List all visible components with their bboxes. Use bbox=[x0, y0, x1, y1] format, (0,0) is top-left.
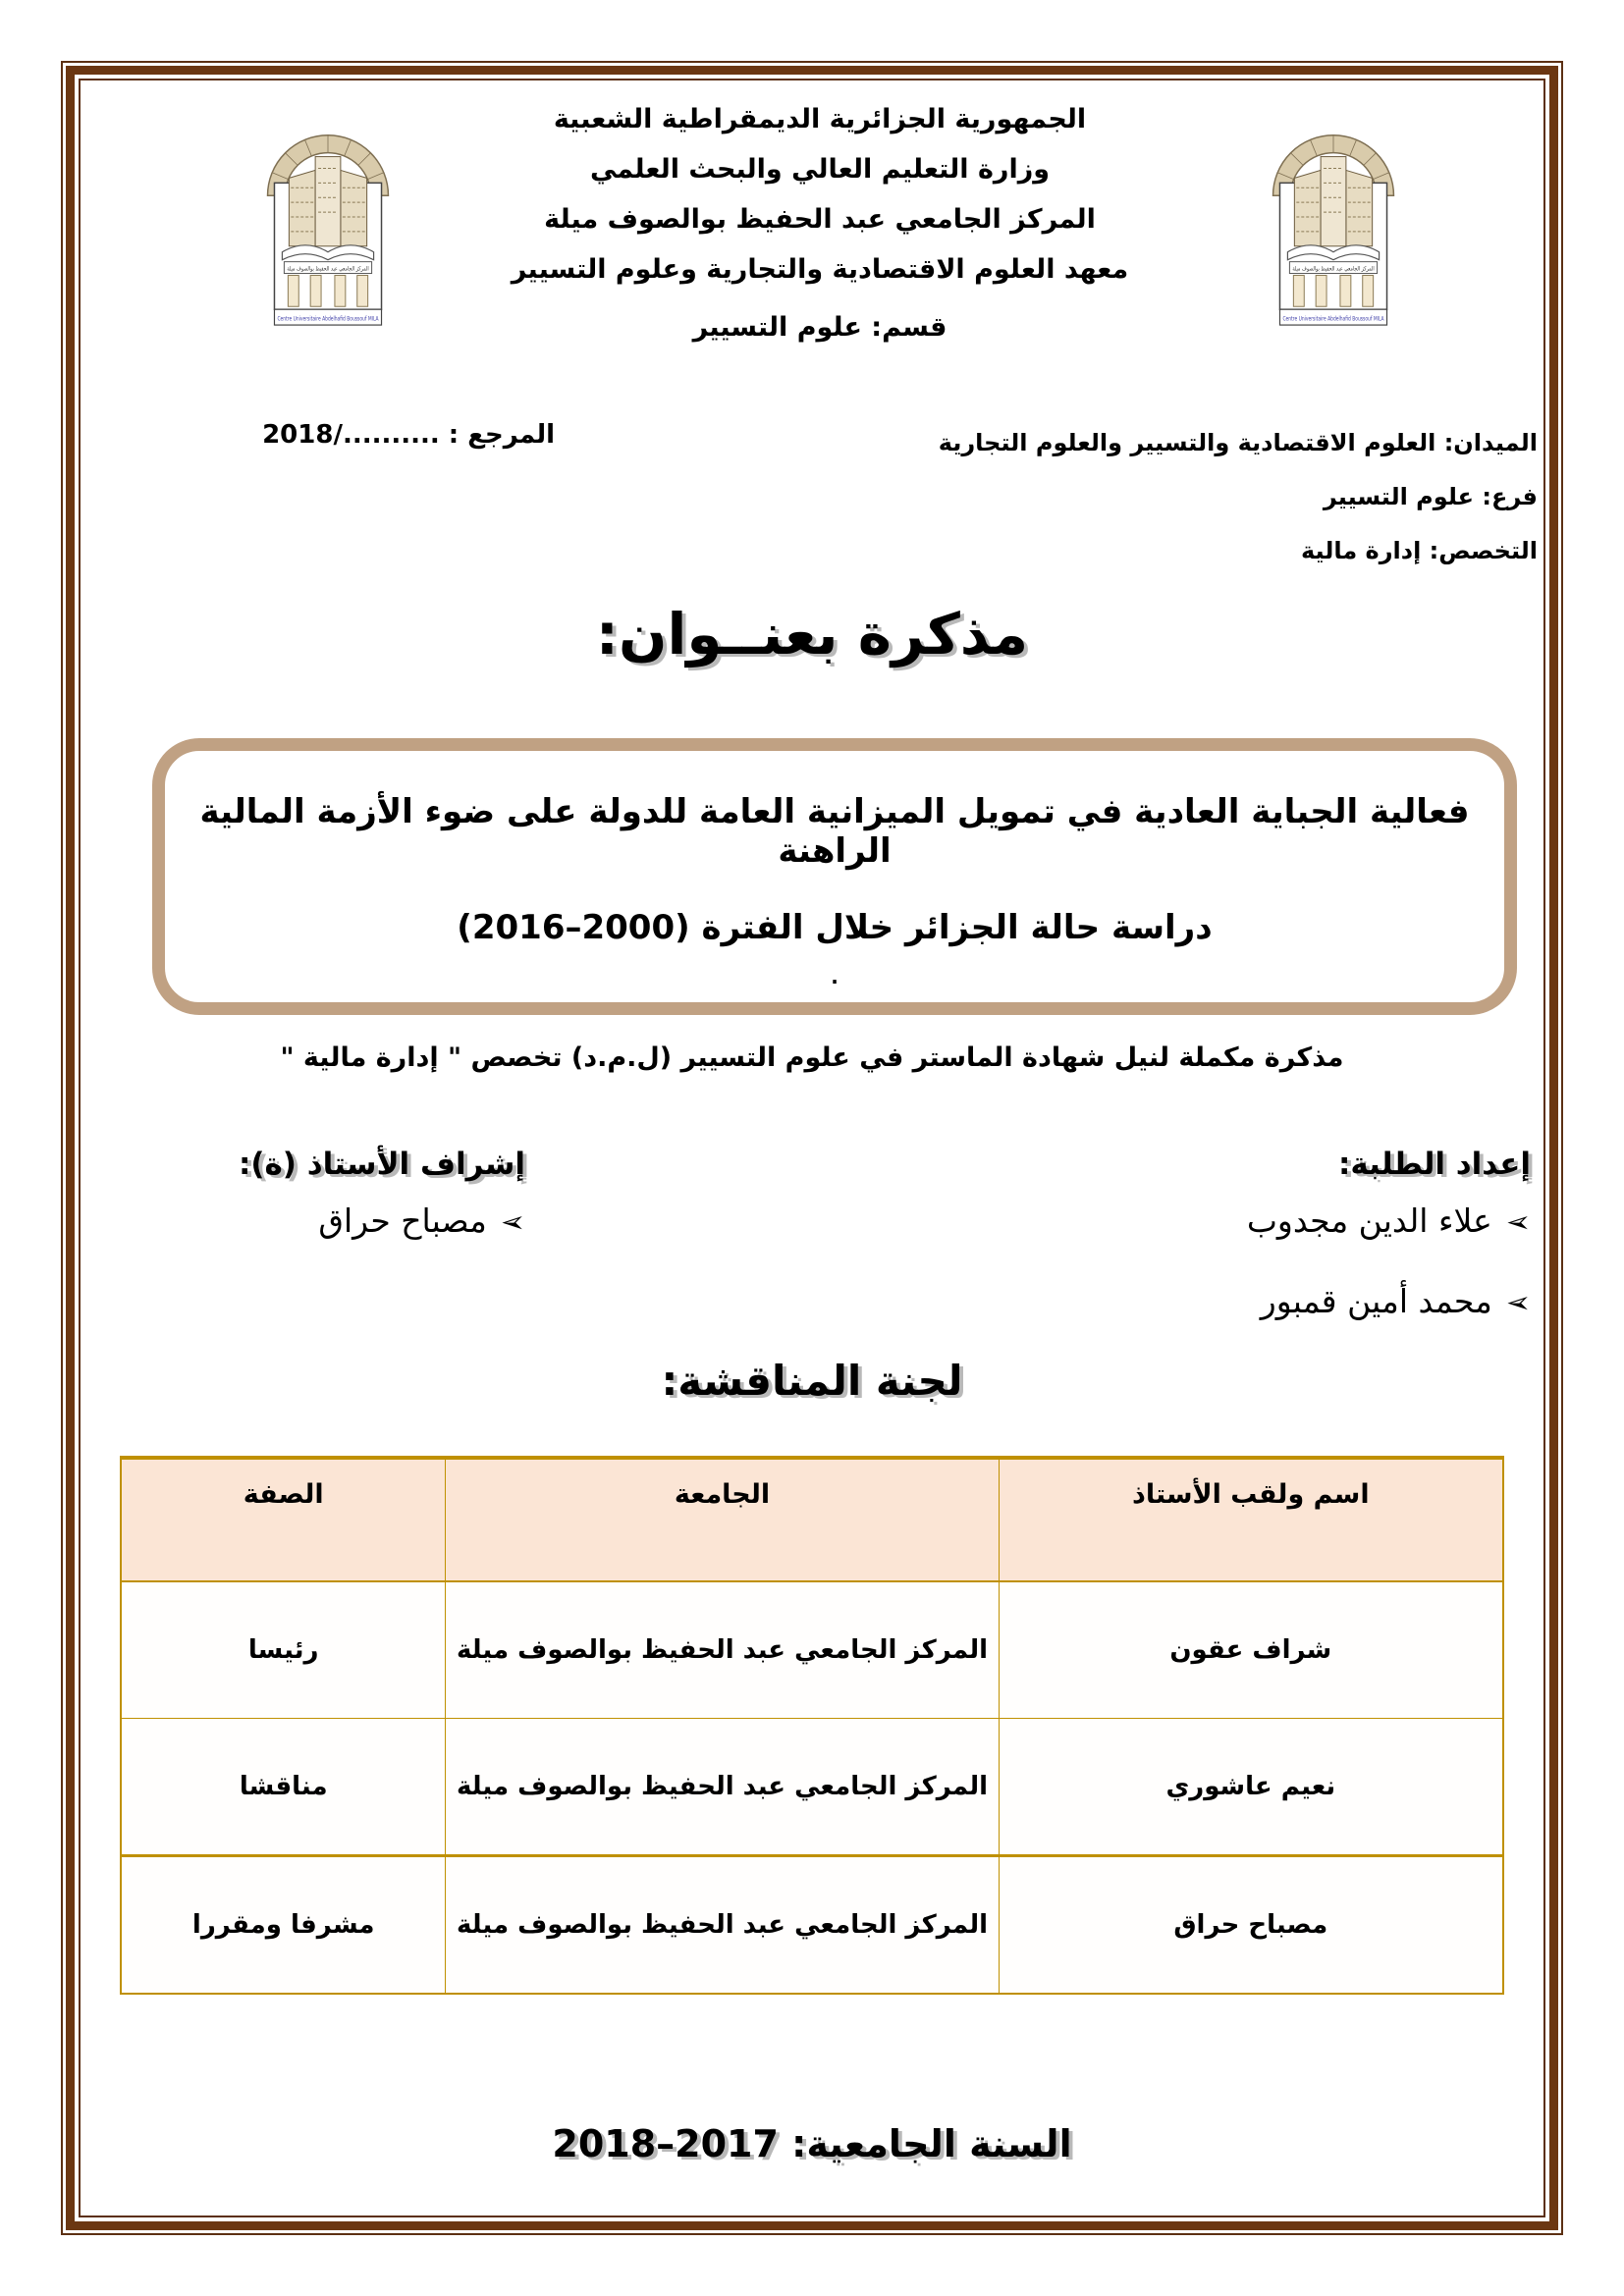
column-header-role: الصفة bbox=[121, 1458, 446, 1581]
university-logo-graphic bbox=[244, 110, 412, 334]
building-right-wing bbox=[1346, 170, 1373, 245]
thesis-title-line1: فعالية الجباية العادية في تمويل الميزانية العامة للدولة على ضوء الأزمة المالية الراهنة bbox=[199, 792, 1470, 871]
university-cell: المركز الجامعي عبد الحفيظ بوالصوف ميلة bbox=[446, 1581, 999, 1719]
building-tower bbox=[315, 157, 341, 246]
memo-heading: مذكرة بعنــوان: bbox=[595, 601, 1029, 667]
header-line-republic: الجمهورية الجزائرية الديمقراطية الشعبية bbox=[553, 104, 1087, 134]
committee-header-row bbox=[121, 1458, 1503, 1581]
info-field: الميدان: العلوم الاقتصادية والتسيير والعلوم التجارية bbox=[938, 429, 1538, 456]
thesis-title-line2: دراسة حالة الجزائر خلال الفترة (2000–2016) bbox=[457, 908, 1213, 947]
info-specialty: التخصص: إدارة مالية bbox=[1300, 537, 1538, 564]
arrow-bullet-icon: ➢ bbox=[500, 1205, 525, 1240]
role-cell: مناقشا bbox=[121, 1719, 446, 1856]
header-line-university: المركز الجامعي عبد الحفيظ بوالصوف ميلة bbox=[544, 204, 1096, 235]
building-tower bbox=[1321, 157, 1346, 246]
thesis-title-dot: . bbox=[831, 965, 839, 988]
university-logo-left bbox=[244, 110, 412, 334]
role-cell: رئيسا bbox=[121, 1581, 446, 1719]
column-header-professor-name: اسم ولقب الأستاذ bbox=[999, 1458, 1503, 1581]
logo-caption-text: Centre Universitaire Abdelhafid Boussouf MILA bbox=[1282, 314, 1384, 323]
arrow-bullet-icon: ➢ bbox=[1505, 1205, 1531, 1240]
arrow-bullet-icon: ➢ bbox=[1505, 1286, 1531, 1320]
student-name: محمد أمين قمبور bbox=[1260, 1282, 1492, 1320]
column-header-university: الجامعة bbox=[446, 1458, 999, 1581]
committee-heading: لجنة المناقشة: bbox=[661, 1357, 963, 1405]
logo-caption-text: Centre Universitaire Abdelhafid Boussouf MILA bbox=[277, 314, 379, 323]
university-cell: المركز الجامعي عبد الحفيظ بوالصوف ميلة bbox=[446, 1856, 999, 1995]
logo-banner-text: المركز الجامعي عبد الحفيظ بوالصوف ميلة bbox=[1292, 265, 1375, 273]
role-cell: مشرفا ومقررا bbox=[121, 1856, 446, 1995]
ministry-header bbox=[422, 94, 1218, 352]
building-left-wing bbox=[289, 170, 315, 245]
table-row bbox=[121, 1581, 1503, 1719]
header-line-institute: معهد العلوم الاقتصادية والتجارية وعلوم التسيير bbox=[511, 254, 1129, 285]
university-logo-graphic bbox=[1249, 110, 1418, 334]
professor-name-cell: شراف عقون bbox=[999, 1581, 1503, 1719]
program-info bbox=[909, 416, 1538, 578]
supervisor-name-row bbox=[196, 1182, 525, 1262]
header-line-ministry: وزارة التعليم العالي والبحث العلمي bbox=[589, 154, 1051, 185]
students-heading: إعداد الطلبة: bbox=[1337, 1147, 1531, 1182]
degree-note: مذكرة مكملة لنيل شهادة الماستر في علوم التسيير (ل.م.د) تخصص " إدارة مالية " bbox=[280, 1042, 1344, 1073]
professor-name-cell: مصباح حراق bbox=[999, 1856, 1503, 1995]
supervisor-heading: إشراف الأستاذ (ة): bbox=[238, 1147, 525, 1182]
student-name: علاء الدين مجدوب bbox=[1246, 1201, 1492, 1240]
professor-name-cell: نعيم عاشوري bbox=[999, 1719, 1503, 1856]
university-cell: المركز الجامعي عبد الحفيظ بوالصوف ميلة bbox=[446, 1719, 999, 1856]
student-name-row bbox=[1040, 1182, 1531, 1262]
table-row bbox=[121, 1856, 1503, 1995]
table-row bbox=[121, 1719, 1503, 1856]
student-name-row bbox=[1040, 1262, 1531, 1343]
academic-year: السنة الجامعية: 2017–2018 bbox=[552, 2122, 1072, 2165]
logo-banner-text: المركز الجامعي عبد الحفيظ بوالصوف ميلة bbox=[287, 265, 369, 273]
building-right-wing bbox=[341, 170, 367, 245]
thesis-title-box bbox=[152, 738, 1517, 1015]
info-branch: فرع: علوم التسيير bbox=[1323, 483, 1538, 510]
students-section bbox=[1040, 1147, 1531, 1343]
building-left-wing bbox=[1294, 170, 1321, 245]
reference-number: المرجع : ........../2018 bbox=[262, 420, 555, 450]
supervisor-name: مصباح حراق bbox=[318, 1201, 487, 1240]
header-line-department: قسم: علوم التسيير bbox=[692, 312, 947, 343]
university-logo-right bbox=[1249, 110, 1418, 334]
supervisor-section bbox=[196, 1147, 525, 1262]
committee-table bbox=[120, 1456, 1504, 1995]
